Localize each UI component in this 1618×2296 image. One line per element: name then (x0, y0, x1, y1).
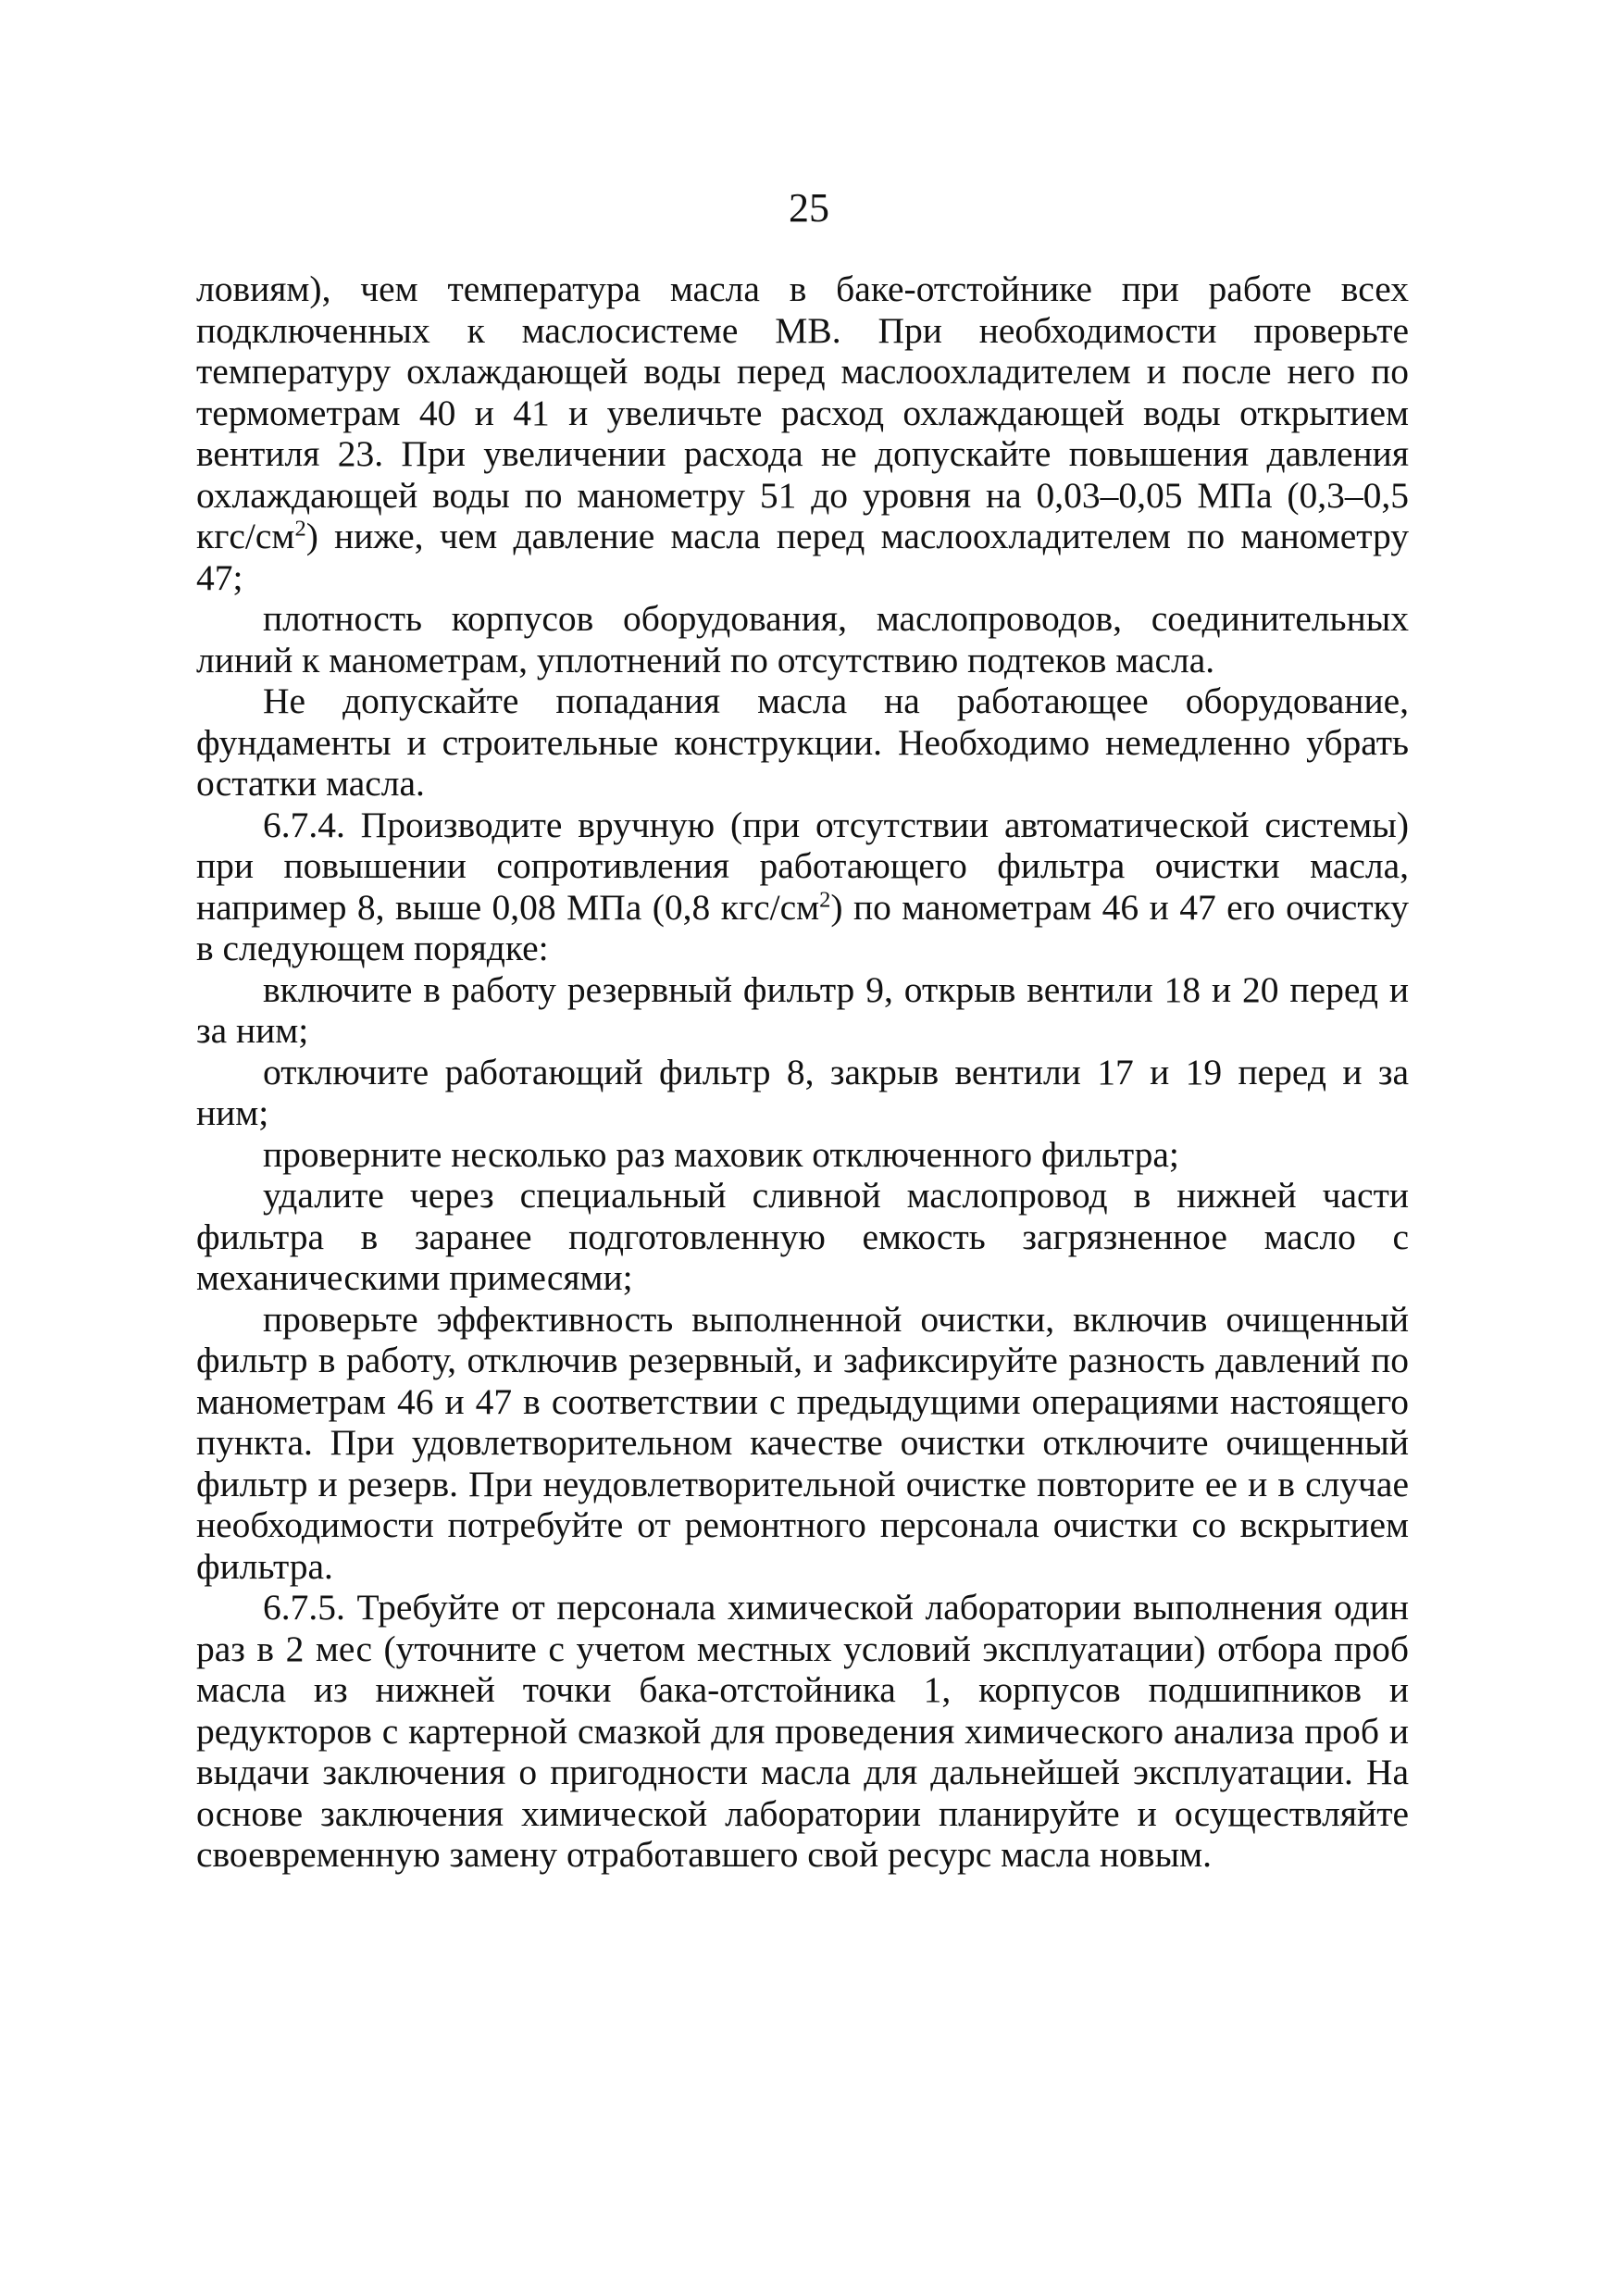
section-6-7-4 (196, 805, 1409, 969)
paragraph-text: проверните несколько раз маховик отключенного фильтра; (263, 1133, 1179, 1175)
paragraph-text: ловиям), чем температура масла в баке-отстойнике при работе всех подключенных к маслосистеме МВ. При необходимости проверьте температуру охлаждающей воды перед маслоохладителем и после него по термометрам 40 и 41 и увеличьте расход охлаждающей воды открытием вентиля 23. При увеличении расхода не допускайте повышения давления охлаждающей воды по манометру 51 до уровня на 0,03–0,05 МПа (0,3–0,5 кгс/см (196, 268, 1409, 556)
superscript: 2 (294, 516, 306, 542)
paragraph-text: ) по манометрам 46 и 47 его очистку в следующем порядке: (196, 886, 1409, 968)
paragraph (196, 268, 1409, 598)
paragraph-text: 6.7.4. Производите вручную (при отсутствии автоматической системы) при повышении сопротивления работающего фильтра очистки масла, например 8, выше 0,08 МПа (0,8 кгс/см (196, 804, 1409, 928)
list-item (196, 969, 1409, 1052)
paragraph-text: отключите работающий фильтр 8, закрыв вентили 17 и 19 перед и за ним; (196, 1051, 1409, 1133)
paragraph (196, 680, 1409, 805)
section-6-7-5 (196, 1587, 1409, 1876)
document-body (196, 268, 1409, 1876)
list-item (196, 1299, 1409, 1588)
paragraph-text: плотность корпусов оборудования, маслопроводов, соединительных линий к манометрам, уплотнений по отсутствию подтеков масла. (196, 598, 1409, 680)
paragraph-text: удалите через специальный сливной маслопровод в нижней части фильтра в заранее подготовленную емкость загрязненное масло с механическими примесями; (196, 1175, 1409, 1298)
superscript: 2 (819, 887, 831, 913)
paragraph-text: проверьте эффективность выполненной очистки, включив очищенный фильтр в работу, отключив резервный, и зафиксируйте разность давлений по манометрам 46 и 47 в соответствии с предыдущими операциями настоящего пункта. При удовлетворительном качестве очистки отключите очищенный фильтр и резерв. При неудовлетворительной очистке повторите ее и в случае необходимости потребуйте от ремонтного персонала очистки со вскрытием фильтра. (196, 1298, 1409, 1587)
list-item (196, 1134, 1409, 1176)
paragraph-text: Не допускайте попадания масла на работающее оборудование, фундаменты и строительные конструкции. Необходимо немедленно убрать остатки масла. (196, 680, 1409, 804)
paragraph-text: включите в работу резервный фильтр 9, открыв вентили 18 и 20 перед и за ним; (196, 968, 1409, 1051)
paragraph (196, 598, 1409, 680)
page-number: 25 (789, 185, 829, 231)
list-item (196, 1175, 1409, 1299)
list-item (196, 1052, 1409, 1134)
paragraph-text: ) ниже, чем давление масла перед маслоохладителем по манометру 47; (196, 516, 1409, 598)
paragraph-text: 6.7.5. Требуйте от персонала химической лаборатории выполнения один раз в 2 мес (уточните с учетом местных условий эксплуатации) отбора проб масла из нижней точки бака-отстойника 1, корпусов подшипников и редукторов с картерной смазкой для проведения химического анализа проб и выдачи заключения о пригодности масла для дальнейшей эксплуатации. На основе заключения химической лаборатории планируйте и осуществляйте своевременную замену отработавшего свой ресурс масла новым. (196, 1587, 1409, 1875)
